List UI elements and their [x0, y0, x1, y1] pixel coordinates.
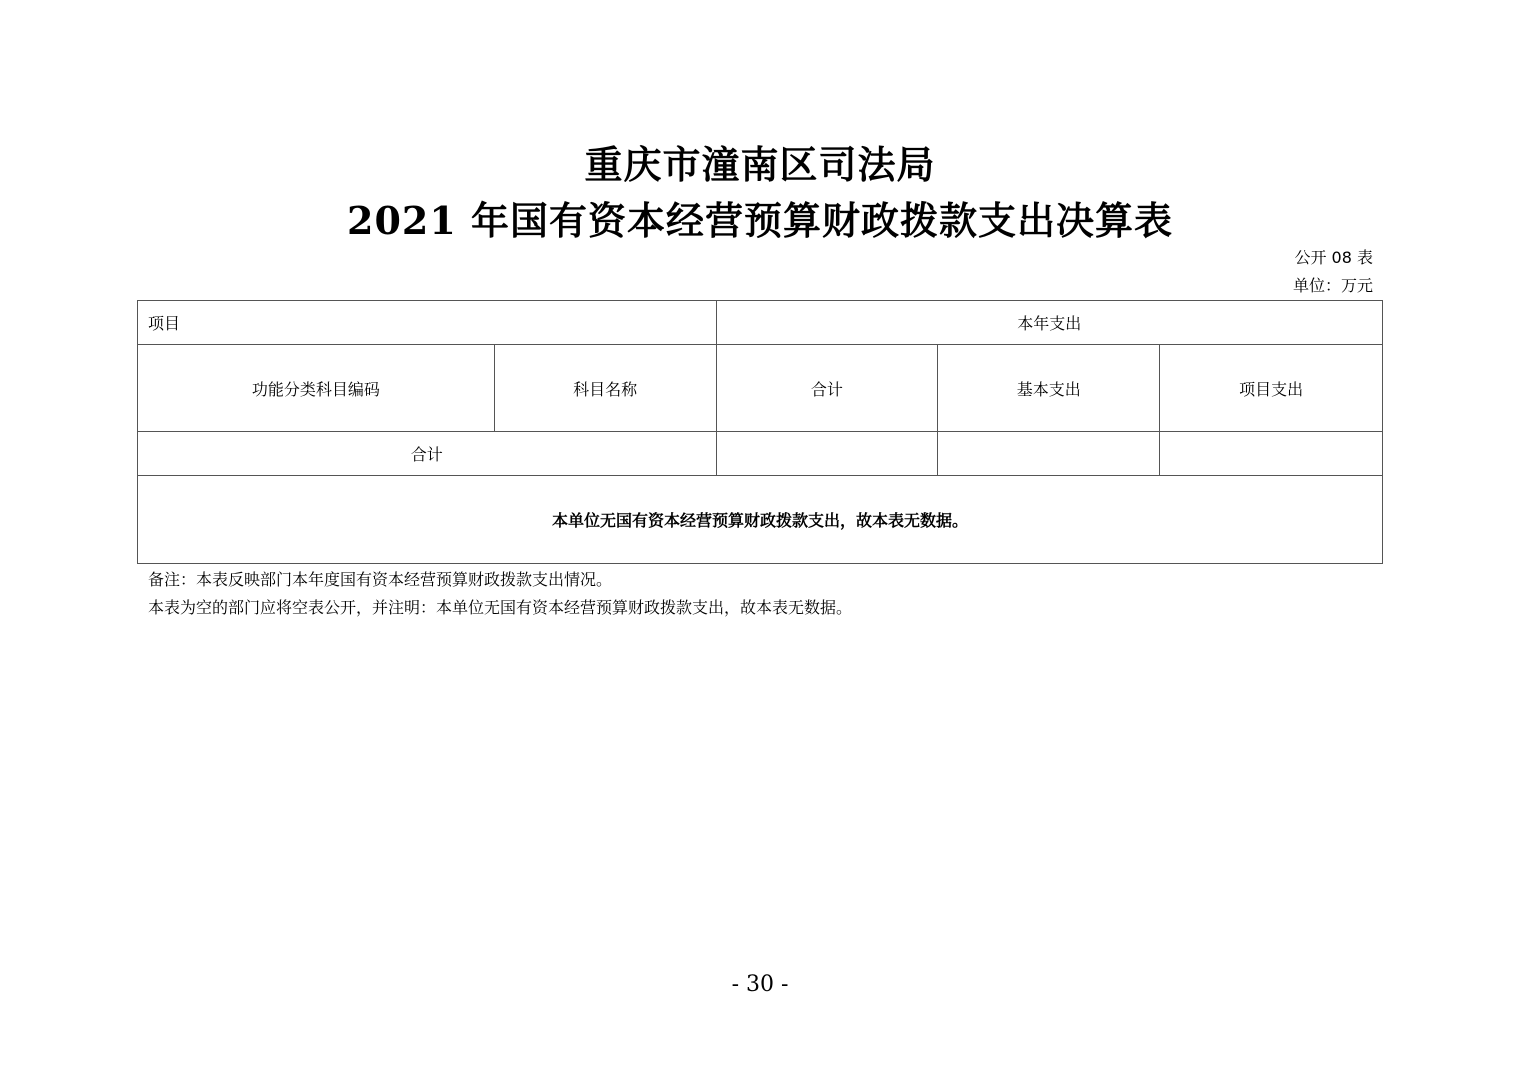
- unit-label: 单位：万元: [1292, 276, 1373, 295]
- column-name: 科目名称: [494, 345, 716, 432]
- total-value: [716, 432, 938, 476]
- column-total: 合计: [716, 345, 938, 432]
- total-row: [138, 432, 1383, 476]
- empty-message: 本单位无国有资本经营预算财政拨款支出，故本表无数据。: [138, 476, 1383, 564]
- note-line-1: 备注：本表反映部门本年度国有资本经营预算财政拨款支出情况。: [148, 570, 613, 589]
- header-item: 项目: [138, 301, 717, 345]
- column-basic: 基本支出: [938, 345, 1160, 432]
- column-project: 项目支出: [1160, 345, 1383, 432]
- budget-table: [137, 300, 1383, 564]
- column-code: 功能分类科目编码: [138, 345, 495, 432]
- column-header-row: [138, 345, 1383, 432]
- header-expense: 本年支出: [716, 301, 1382, 345]
- project-value: [1160, 432, 1383, 476]
- page-number: - 30 -: [731, 972, 789, 997]
- form-code: 公开 08 表: [1294, 248, 1373, 267]
- table-header-row: [138, 301, 1383, 345]
- total-label: 合计: [138, 432, 717, 476]
- note-line-2: 本表为空的部门应将空表公开，并注明：本单位无国有资本经营预算财政拨款支出，故本表无数据。: [148, 598, 853, 617]
- empty-message-row: [138, 476, 1383, 564]
- document-title: 重庆市潼南区司法局: [584, 142, 936, 187]
- basic-value: [938, 432, 1160, 476]
- document-subtitle: 2021 年国有资本经营预算财政拨款支出决算表: [347, 198, 1173, 243]
